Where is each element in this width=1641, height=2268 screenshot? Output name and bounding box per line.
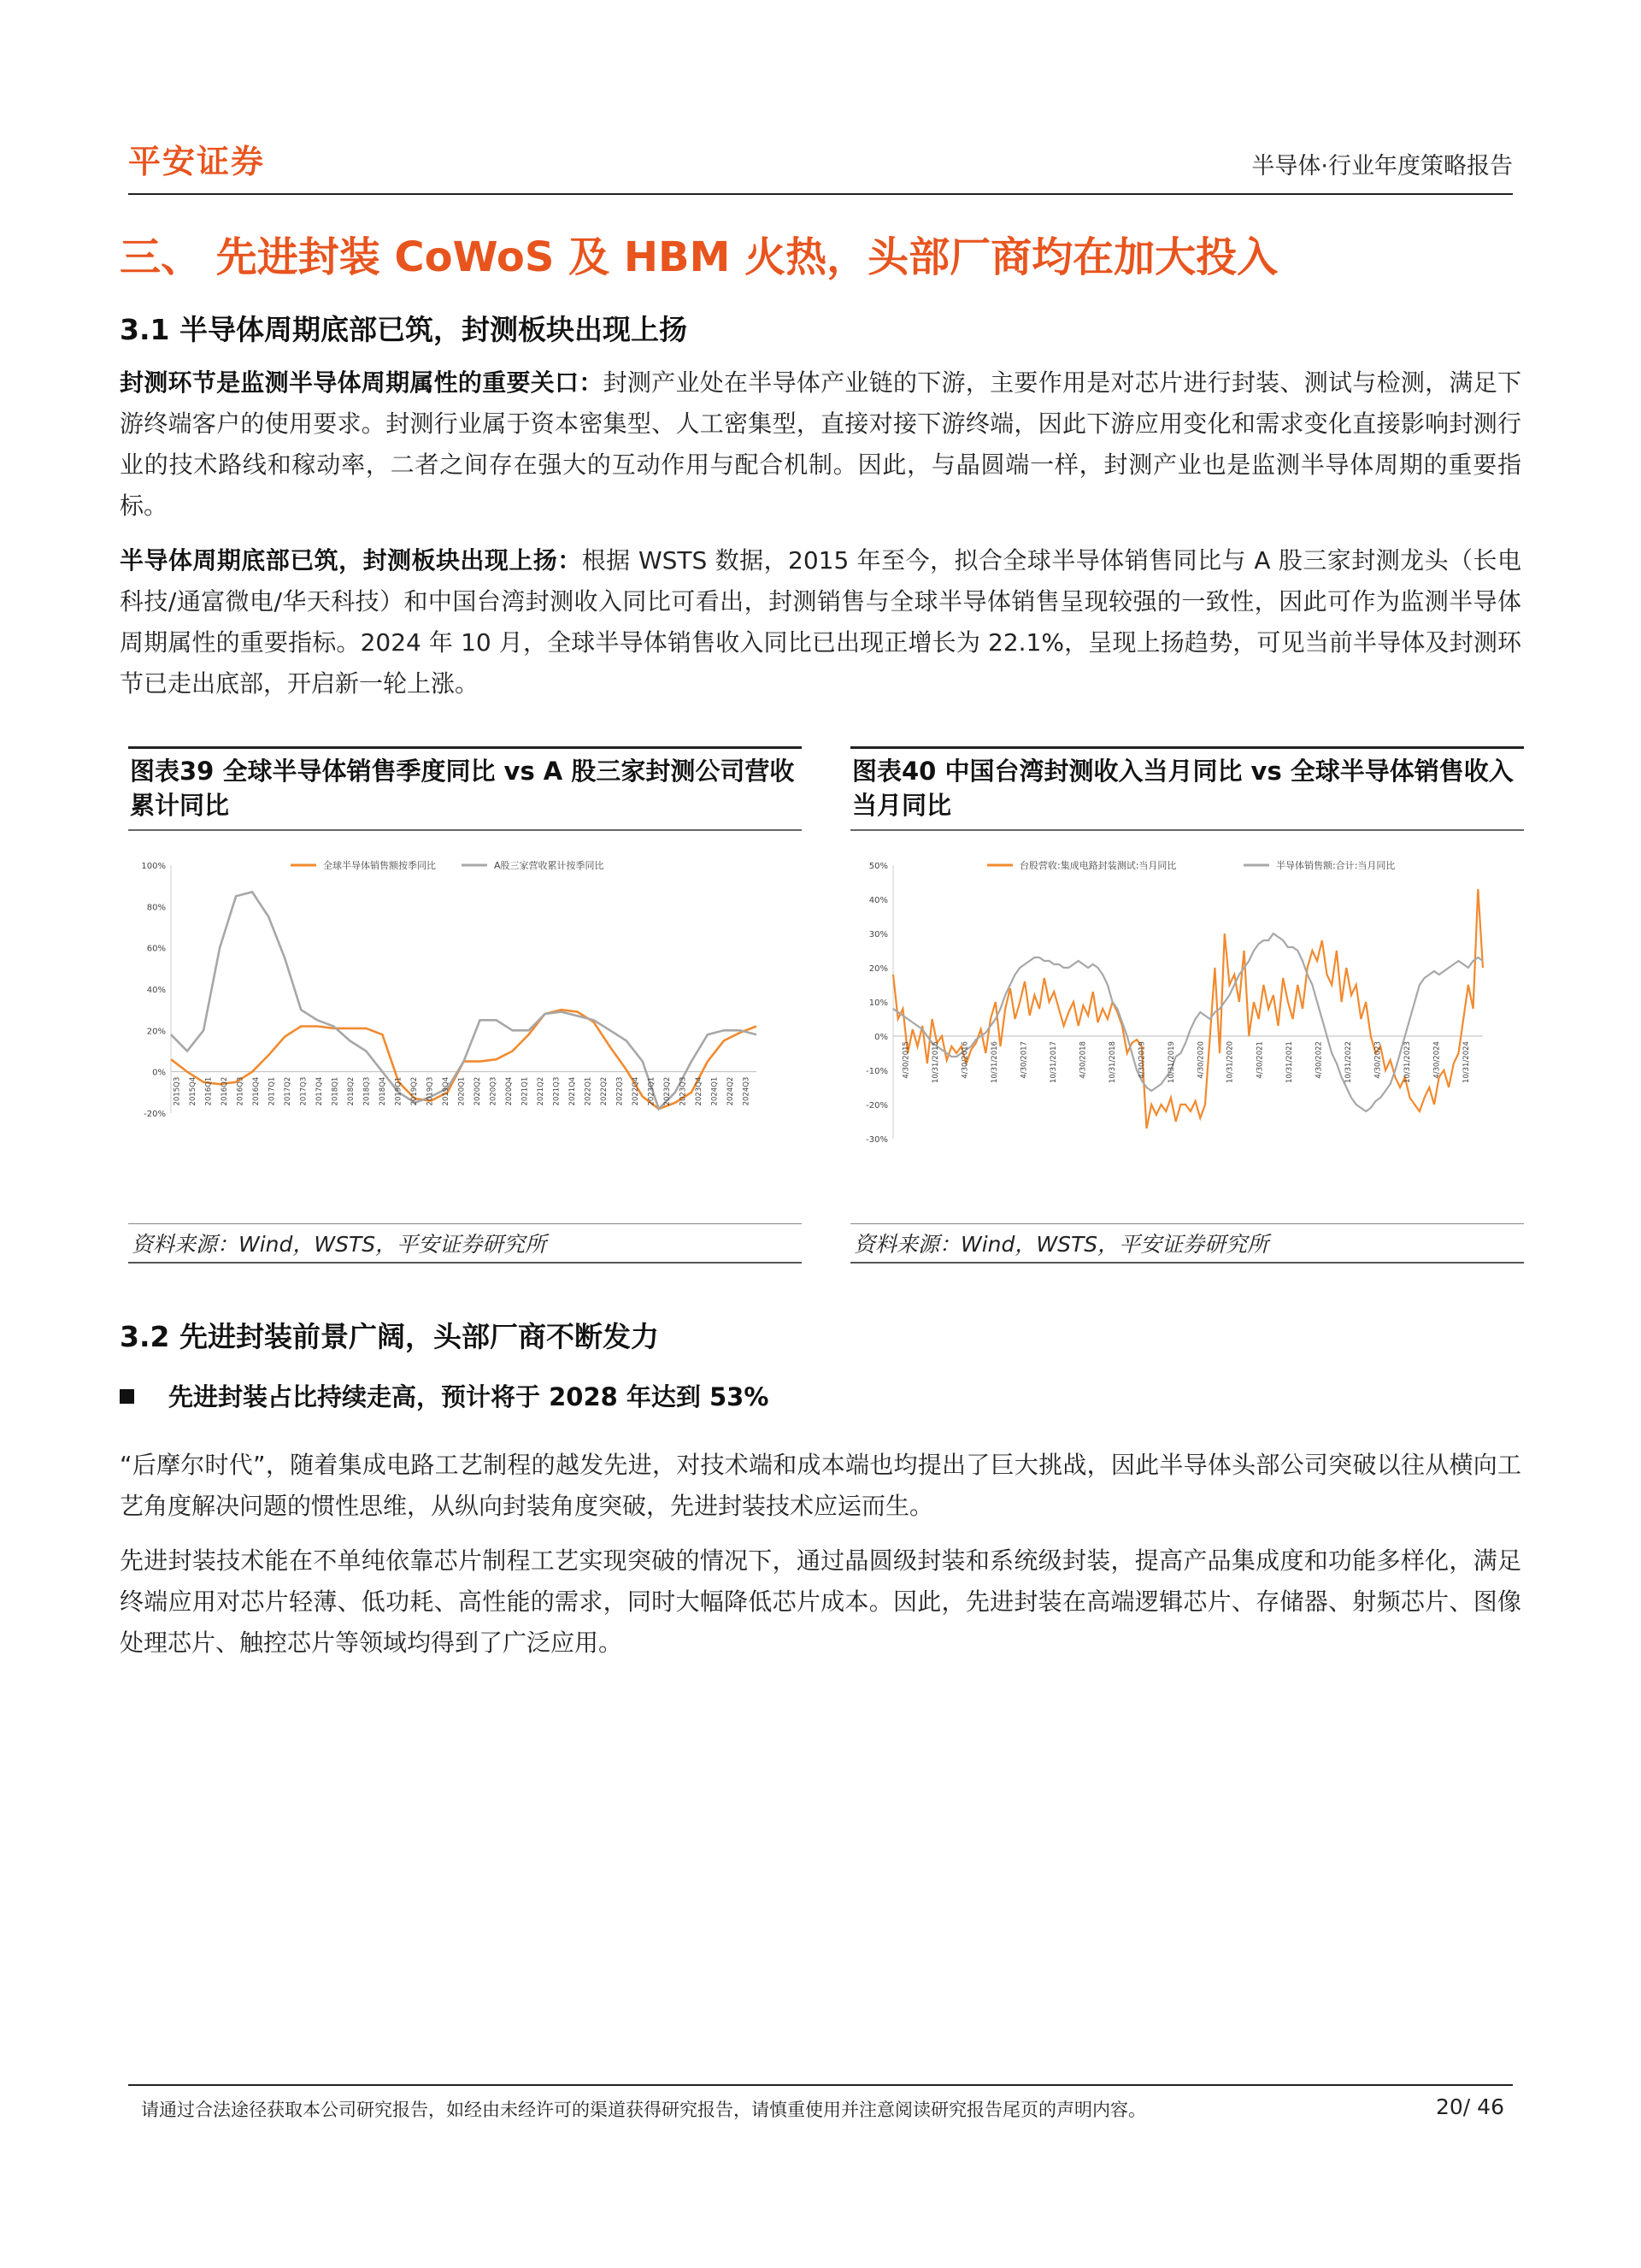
y-tick-label: -20% (866, 1101, 888, 1110)
x-tick-label: 2015Q4 (188, 1076, 197, 1106)
x-tick-label: 2023Q1 (647, 1076, 656, 1106)
x-tick-label: 4/30/2015 (902, 1041, 911, 1079)
bullet-text: 先进封装占比持续走高，预计将于 2028 年达到 53% (168, 1382, 769, 1411)
series-line-1 (171, 892, 756, 1109)
x-tick-label: 10/31/2020 (1226, 1040, 1235, 1083)
x-tick-label: 2020Q1 (457, 1076, 467, 1106)
bullet-item (120, 1378, 768, 1413)
footer-disclaimer: 请通过合法途径获取本公司研究报告，如经由未经许可的渠道获得研究报告，请慎重使用并注意阅读研究报告尾页的声明内容。 (141, 2100, 1146, 2120)
paragraph-1 (120, 362, 1521, 527)
x-tick-label: 10/31/2021 (1285, 1041, 1294, 1084)
x-tick-label: 2015Q3 (173, 1076, 182, 1106)
x-tick-label: 2017Q1 (268, 1076, 277, 1106)
series-line-0 (893, 889, 1483, 1128)
x-tick-label: 2021Q1 (521, 1076, 530, 1106)
paragraph-2-text: 根据 WSTS 数据，2015 年至今，拟合全球半导体销售同比与 A 股三家封测龙头（长电科技/通富微电/华天科技）和中国台湾封测收入同比可看出，封测销售与全球半导体销售呈现较强的一致性，因此可作为监测半导体周期属性的重要指标。2024 年 10 月，全球半导体销售收入同比已出现正增长为 22.1%，呈现上扬趋势，可见当前半导体及封测环节已走出底部，开启新一轮上涨。 (120, 546, 1521, 698)
y-tick-label: 60% (146, 944, 166, 954)
report-type: 半导体·行业年度策略报告 (1251, 153, 1513, 180)
figure-39-title: 图表39 全球半导体销售季度同比 vs A 股三家封测公司营收累计同比 (128, 746, 802, 831)
series-line-1 (893, 934, 1483, 1111)
brand-logo: 平安证券 (128, 143, 266, 180)
x-tick-label: 2016Q4 (251, 1076, 261, 1106)
x-tick-label: 4/30/2018 (1079, 1041, 1088, 1079)
subsection-title-3-2: 3.2 先进封装前景广阔，头部厂商不断发力 (120, 1320, 659, 1353)
x-tick-label: 2023Q2 (663, 1076, 673, 1106)
x-tick-label: 4/30/2017 (1020, 1041, 1029, 1079)
x-tick-label: 2018Q3 (362, 1076, 372, 1106)
x-tick-label: 2017Q3 (299, 1076, 309, 1106)
x-tick-label: 2021Q4 (568, 1076, 578, 1106)
figure-40-chart (850, 831, 1524, 1207)
x-tick-label: 2017Q2 (283, 1076, 292, 1106)
legend-label-1: A股三家营收累计按季同比 (494, 860, 604, 871)
x-tick-label: 2018Q1 (331, 1076, 340, 1106)
bullet-square-icon (120, 1389, 134, 1404)
x-tick-label: 2019Q4 (441, 1076, 450, 1106)
x-tick-label: 2017Q4 (315, 1076, 324, 1106)
page-number: 20/ 46 (1436, 2094, 1504, 2119)
x-tick-label: 4/30/2024 (1432, 1041, 1442, 1079)
paragraph-3: “后摩尔时代”，随着集成电路工艺制程的越发先进，对技术端和成本端也均提出了巨大挑战，因此半导体头部公司突破以往从横向工艺角度解决问题的惯性思维，从纵向封装角度突破，先进封装技术应运而生。 (120, 1451, 1521, 1520)
x-tick-label: 2024Q1 (710, 1076, 720, 1106)
y-tick-label: -20% (144, 1110, 166, 1119)
paragraph-2-lead: 半导体周期底部已筑，封测板块出现上扬： (120, 546, 582, 574)
x-tick-label: 2023Q4 (695, 1076, 704, 1106)
y-tick-label: 10% (868, 999, 888, 1008)
paragraph-4: 先进封装技术能在不单纯依靠芯片制程工艺实现突破的情况下，通过晶圆级封装和系统级封装，提高产品集成度和功能多样化，满足终端应用对芯片轻薄、低功耗、高性能的需求，同时大幅降低芯片成本。因此，先进封装在高端逻辑芯片、存储器、射频芯片、图像处理芯片、触控芯片等领域均得到了广泛应用。 (120, 1546, 1521, 1657)
y-tick-label: 20% (146, 1027, 166, 1037)
x-tick-label: 10/31/2023 (1403, 1041, 1412, 1084)
x-tick-label: 10/31/2024 (1462, 1041, 1471, 1084)
figure-39-source: 资料来源：Wind，WSTS，平安证券研究所 (128, 1223, 802, 1264)
x-tick-label: 2019Q3 (426, 1076, 435, 1106)
figure-39-chart (128, 831, 802, 1207)
header-divider (128, 193, 1513, 195)
x-tick-label: 2016Q2 (220, 1076, 229, 1106)
x-tick-label: 2024Q3 (742, 1076, 751, 1106)
y-tick-label: 20% (868, 964, 888, 974)
paragraph-1-text: 封测产业处在半导体产业链的下游，主要作用是对芯片进行封装、测试与检测，满足下游终端客户的使用要求。封测行业属于资本密集型、人工密集型，直接对接下游终端，因此下游应用变化和需求变化直接影响封测行业的技术路线和稼动率，二者之间存在强大的互动作用与配合机制。因此，与晶圆端一样，封测产业也是监测半导体周期的重要指标。 (120, 368, 1521, 520)
subsection-title-3-1: 3.1 半导体周期底部已筑，封测板块出现上扬 (120, 313, 687, 346)
paragraph-1-lead: 封测环节是监测半导体周期属性的重要关口： (120, 368, 603, 397)
x-tick-label: 4/30/2022 (1315, 1041, 1324, 1079)
x-tick-label: 2016Q1 (204, 1076, 214, 1106)
x-tick-label: 10/31/2015 (931, 1041, 940, 1084)
legend-label-0: 全球半导体销售额按季同比 (323, 860, 436, 871)
y-tick-label: 0% (874, 1033, 888, 1042)
paragraph-2 (120, 540, 1521, 704)
x-tick-label: 2018Q4 (378, 1076, 387, 1106)
x-tick-label: 2018Q2 (346, 1076, 356, 1106)
x-tick-label: 2019Q1 (394, 1076, 403, 1106)
x-tick-label: 2016Q3 (236, 1076, 245, 1106)
x-tick-label: 2021Q3 (552, 1076, 562, 1106)
legend-label-1: 半导体销售额:合计:当月同比 (1276, 860, 1396, 871)
figure-39 (128, 746, 802, 1257)
figure-40 (850, 746, 1524, 1257)
x-tick-label: 2020Q4 (504, 1076, 514, 1106)
x-tick-label: 10/31/2019 (1167, 1041, 1176, 1084)
x-tick-label: 4/30/2020 (1197, 1041, 1206, 1079)
x-tick-label: 2024Q2 (726, 1076, 736, 1106)
x-tick-label: 2021Q2 (537, 1076, 546, 1106)
x-tick-label: 10/31/2022 (1344, 1041, 1353, 1084)
x-tick-label: 10/31/2016 (990, 1041, 999, 1084)
x-tick-label: 2023Q3 (679, 1076, 688, 1106)
x-tick-label: 2022Q1 (584, 1076, 593, 1106)
figure-40-source: 资料来源：Wind，WSTS，平安证券研究所 (850, 1223, 1524, 1264)
x-tick-label: 4/30/2021 (1256, 1041, 1265, 1079)
y-tick-label: 100% (141, 862, 166, 871)
x-tick-label: 2020Q2 (473, 1076, 482, 1106)
y-tick-label: 30% (868, 930, 888, 940)
x-tick-label: 2022Q2 (600, 1076, 609, 1106)
x-tick-label: 2022Q4 (632, 1076, 641, 1106)
x-tick-label: 10/31/2018 (1108, 1041, 1117, 1084)
x-tick-label: 4/30/2019 (1138, 1041, 1147, 1079)
x-tick-label: 4/30/2016 (961, 1041, 970, 1079)
x-tick-label: 2019Q2 (409, 1076, 419, 1106)
y-tick-label: 40% (146, 986, 166, 995)
y-tick-label: 50% (868, 862, 888, 871)
x-tick-label: 2020Q3 (489, 1076, 498, 1106)
y-tick-label: -30% (866, 1135, 888, 1145)
x-tick-label: 2022Q3 (615, 1076, 625, 1106)
x-tick-label: 10/31/2017 (1049, 1041, 1058, 1084)
y-tick-label: 0% (152, 1068, 166, 1078)
footer-divider (128, 2084, 1513, 2086)
y-tick-label: -10% (866, 1067, 888, 1076)
section-title: 三、 先进封装 CoWoS 及 HBM 火热，头部厂商均在加大投入 (120, 233, 1279, 281)
x-tick-label: 4/30/2023 (1373, 1041, 1383, 1079)
y-tick-label: 40% (868, 896, 888, 905)
legend-label-0: 台股营收:集成电路封装测试:当月同比 (1020, 860, 1177, 871)
y-tick-label: 80% (146, 903, 166, 913)
figure-40-title: 图表40 中国台湾封测收入当月同比 vs 全球半导体销售收入当月同比 (850, 746, 1524, 831)
